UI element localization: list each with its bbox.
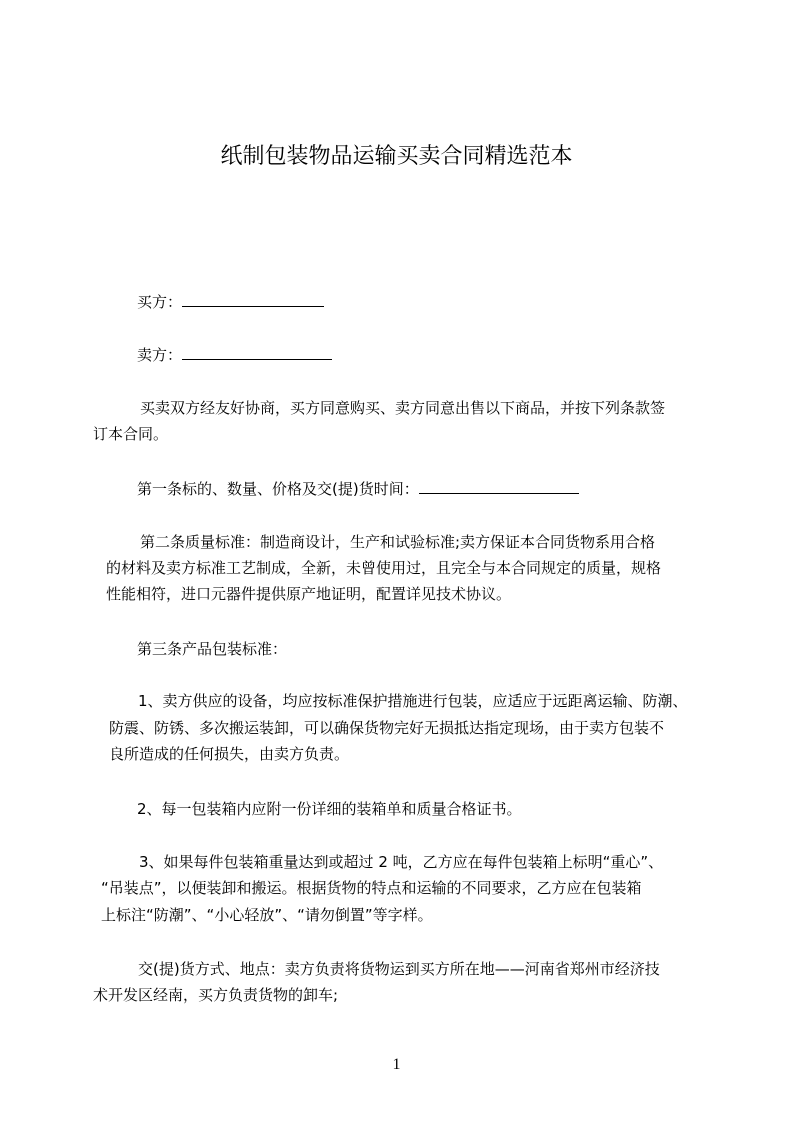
intro-line-1: 买卖双方经友好协商，买方同意购买、卖方同意出售以下商品，并按下列条款签	[140, 399, 666, 417]
item3-line-2: “吊装点”，以便装卸和搬运。根据货物的特点和运输的不同要求，乙方应在包装箱	[101, 879, 642, 897]
article1-blank	[419, 479, 579, 494]
buyer-blank	[182, 292, 324, 307]
delivery-line-1: 交(提)货方式、地点：卖方负责将货物运到买方所在地——河南省郑州市经济技	[138, 960, 660, 978]
seller-line	[137, 345, 332, 365]
buyer-label: 买方：	[137, 293, 183, 311]
article1-line	[137, 479, 579, 499]
article2-line-1: 第二条质量标准：制造商设计，生产和试验标准;卖方保证本合同货物系用合格	[140, 533, 656, 551]
buyer-line	[137, 292, 324, 312]
seller-blank	[182, 345, 332, 360]
item1-line-2: 防震、防锈、多次搬运装卸，可以确保货物完好无损抵达指定现场，由于卖方包装不	[109, 719, 665, 737]
item2-line: 2、每一包装箱内应附一份详细的装箱单和质量合格证书。	[137, 800, 522, 818]
seller-label: 卖方：	[137, 346, 183, 364]
page-number: 1	[392, 1056, 401, 1073]
item1-line-1: 1、卖方供应的设备，均应按标准保护措施进行包装，应适应于远距离运输、防潮、	[138, 692, 688, 710]
document-title: 纸制包装物品运输买卖合同精选范本	[220, 144, 573, 169]
article2-line-3: 性能相符，进口元器件提供原产地证明，配置详见技术协议。	[106, 585, 512, 603]
article3-heading: 第三条产品包装标准：	[137, 640, 288, 658]
item1-line-3: 良所造成的任何损失，由卖方负责。	[109, 745, 350, 763]
item3-line-1: 3、如果每件包装箱重量达到或超过 2 吨，乙方应在每件包装箱上标明“重心”、	[139, 853, 664, 871]
article2-line-2: 的材料及卖方标准工艺制成，全新，未曾使用过，且完全与本合同规定的质量，规格	[106, 559, 662, 577]
item3-line-3: 上标注“防潮”、“小心轻放”、“请勿倒置”等字样。	[101, 906, 433, 924]
delivery-line-2: 术开发区经南，买方负责货物的卸车;	[93, 986, 339, 1004]
intro-line-2: 订本合同。	[93, 425, 169, 443]
article1-label: 第一条标的、数量、价格及交(提)货时间：	[137, 480, 419, 498]
